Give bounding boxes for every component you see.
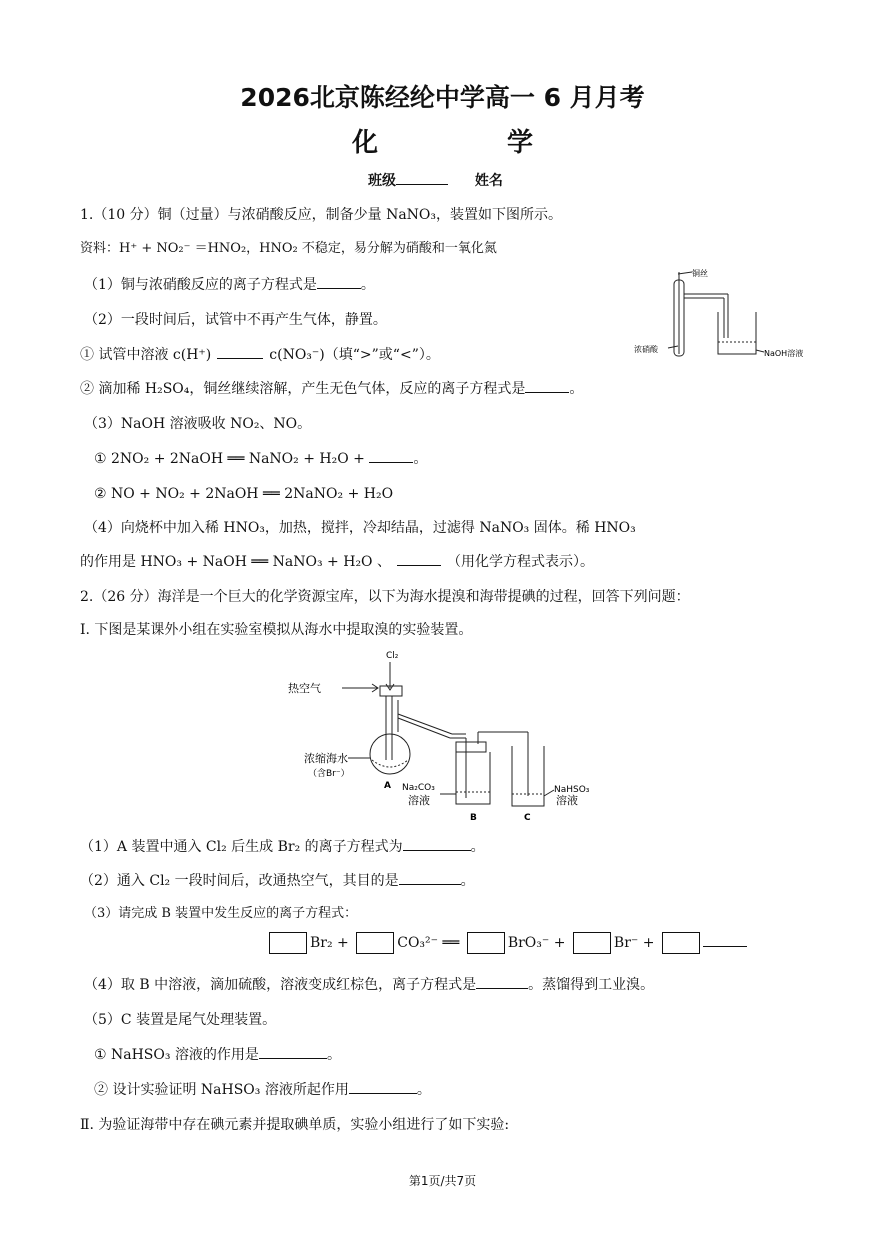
q1-part1: （1）铜与浓硝酸反应的离子方程式是 。 bbox=[84, 277, 375, 293]
q2-part5: （5）C 装置是尾气处理装置。 bbox=[84, 1012, 277, 1028]
label-nahso3: NaHSO₃ bbox=[554, 785, 590, 795]
class-name-row bbox=[368, 172, 503, 190]
q1-part3a: ① 2NO₂ + 2NaOH ══ NaNO₂ + H₂O + 。 bbox=[94, 451, 428, 467]
label-na2co3: Na₂CO₃ bbox=[402, 783, 435, 793]
label-seawater: 浓缩海水 bbox=[304, 752, 348, 765]
label-c: C bbox=[524, 813, 531, 823]
q2-part4: （4）取 B 中溶液，滴加硫酸，溶液变成红棕色，离子方程式是 。蒸馏得到工业溴。 bbox=[84, 977, 655, 993]
subject-title: 化 学 bbox=[351, 128, 594, 158]
q1-part2a: ① 试管中溶液 c(H⁺) c(NO₃⁻)（填“>”或“<”）。 bbox=[80, 347, 440, 363]
q1-part3: （3）NaOH 溶液吸收 NO₂、NO。 bbox=[84, 416, 312, 432]
q1-part3b: ② NO + NO₂ + 2NaOH ══ 2NaNO₂ + H₂O bbox=[94, 486, 394, 502]
coef-box-br[interactable] bbox=[573, 932, 611, 954]
label-contains-br: （含Br⁻） bbox=[308, 769, 350, 779]
q1-stem: 1.（10 分）铜（过量）与浓硝酸反应，制备少量 NaNO₃，装置如下图所示。 bbox=[80, 207, 563, 223]
q2-section2: Ⅱ. 为验证海带中存在碘元素并提取碘单质，实验小组进行了如下实验: bbox=[80, 1117, 510, 1133]
q2-stem: 2.（26 分）海洋是一个巨大的化学资源宝库，以下为海水提溴和海带提碘的过程，回答下列问题： bbox=[80, 589, 690, 605]
label-cl2: Cl₂ bbox=[386, 651, 399, 661]
coef-box-product[interactable] bbox=[662, 932, 700, 954]
q2-part2: （2）通入 Cl₂ 一段时间后，改通热空气，其目的是 。 bbox=[80, 873, 475, 889]
coef-box-br2[interactable] bbox=[269, 932, 307, 954]
q2-part1: （1）A 装置中通入 Cl₂ 后生成 Br₂ 的离子方程式为 。 bbox=[80, 839, 485, 855]
q2-apparatus-figure bbox=[280, 648, 610, 828]
label-naoh-solution: NaOH溶液 bbox=[764, 349, 804, 358]
q2-part3: （3）请完成 B 装置中发生反应的离子方程式： bbox=[84, 906, 358, 921]
coef-box-co3[interactable] bbox=[356, 932, 394, 954]
page-footer: 第1页/共7页 bbox=[408, 1174, 477, 1188]
label-hot-air: 热空气 bbox=[288, 682, 321, 695]
label-conc-nitric: 浓硝酸 bbox=[634, 345, 658, 354]
q1-part2: （2）一段时间后，试管中不再产生气体，静置。 bbox=[84, 312, 387, 328]
label-b: B bbox=[470, 813, 477, 823]
label-a: A bbox=[384, 781, 391, 791]
q1-part4a: （4）向烧杯中加入稀 HNO₃，加热，搅拌，冷却结晶，过滤得 NaNO₃ 固体。稀 HNO₃ bbox=[84, 520, 636, 536]
q1-part2b: ② 滴加稀 H₂SO₄，铜丝继续溶解，产生无色气体，反应的离子方程式是 。 bbox=[80, 381, 584, 397]
q1-info: 资料：H⁺ + NO₂⁻ ＝HNO₂，HNO₂ 不稳定，易分解为硝酸和一氧化氮 bbox=[80, 241, 497, 256]
q2-section1: Ⅰ. 下图是某课外小组在实验室模拟从海水中提取溴的实验装置。 bbox=[80, 622, 473, 638]
exam-title: 2026北京陈经纶中学高一 6 月月考 bbox=[240, 83, 645, 112]
label-nahso3-solution: 溶液 bbox=[556, 794, 578, 807]
label-na2co3-solution: 溶液 bbox=[408, 794, 430, 807]
class-label: 班级 bbox=[368, 173, 396, 189]
q2-equation: Br₂ + CO₃²⁻ ══ BrO₃⁻ + Br⁻ + bbox=[266, 932, 747, 954]
coef-box-bro3[interactable] bbox=[467, 932, 505, 954]
q1-part4b: 的作用是 HNO₃ + NaOH ══ NaNO₃ + H₂O 、 （用化学方程式表示）。 bbox=[80, 554, 594, 570]
q2-part5b: ② 设计实验证明 NaHSO₃ 溶液所起作用 。 bbox=[94, 1082, 431, 1098]
class-blank bbox=[396, 172, 448, 185]
q1-apparatus-figure bbox=[630, 268, 810, 368]
label-copper-wire: 铜丝 bbox=[692, 269, 708, 278]
q2-part5a: ① NaHSO₃ 溶液的作用是 。 bbox=[94, 1047, 341, 1063]
name-label: 姓名 bbox=[474, 173, 503, 189]
